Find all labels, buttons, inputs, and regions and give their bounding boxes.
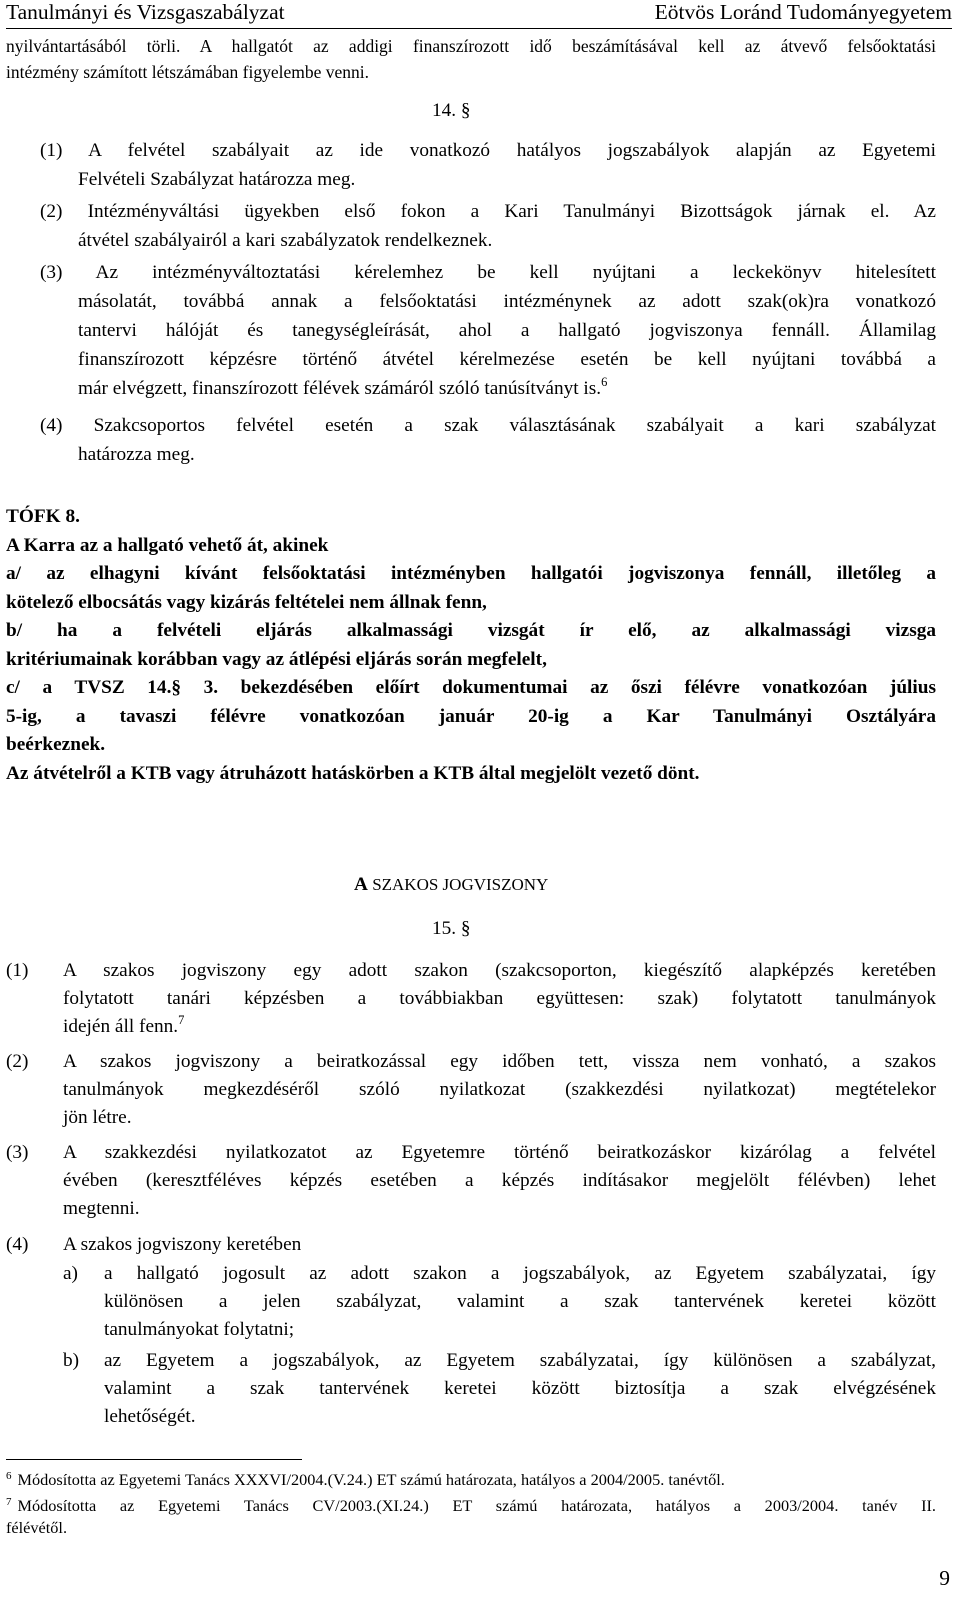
page-number: 9 <box>939 1566 950 1590</box>
chapter-title: A SZAKOS JOGVISZONY <box>354 874 549 895</box>
paragraph-line: finanszírozott képzésre történő átvétel kérelmezése esetén be kell nyújtani továbbá a <box>78 349 936 370</box>
paragraph-line: átvétel szabályairól a kari szabályzatok rendelkeznek. <box>78 230 493 251</box>
paragraph-line: (4) Szakcsoportos felvétel esetén a szak választásának szabályait a kari szabályzat <box>40 415 936 436</box>
paragraph-line: határozza meg. <box>78 444 195 465</box>
sub-item-letter: a) <box>63 1263 78 1284</box>
paragraph-line: már elvégzett, finanszírozott félévek számáról szóló tanúsítványt is.$^6$ <box>78 375 608 399</box>
sub-item-line: az Egyetem a jogszabályok, az Egyetem szabályzatai, így különösen a szabályzat, <box>104 1350 936 1371</box>
item-number: (3) <box>6 1142 29 1163</box>
tofk-line: a/ az elhagyni kívánt felsőoktatási intézményben hallgatói jogviszonya fennáll, illetőleg a <box>6 563 936 584</box>
sub-item-line: valamint a szak tantervének keretei között biztosítja a szak elvégzésének <box>104 1378 936 1399</box>
tofk-line: beérkeznek. <box>6 734 106 755</box>
item-number: (1) <box>6 960 29 981</box>
item-line: A szakos jogviszony keretében <box>63 1234 302 1255</box>
footnote-separator <box>6 1459 302 1460</box>
paragraph-line: másolatát, továbbá annak a felsőoktatási intézménynek az adott szak(ok)ra vonatkozó <box>78 291 936 312</box>
footnote-line: félévétől. <box>6 1518 68 1537</box>
item-line: jön létre. <box>63 1107 132 1128</box>
item-line: folytatott tanári képzésben a továbbiakban együttesen: szak) folytatott tanulmányok <box>63 988 936 1009</box>
tofk-line: b/ ha a felvételi eljárás alkalmassági vizsgát ír elő, az alkalmassági vizsga <box>6 620 936 641</box>
intro-line: nyilvántartásából törli. A hallgatót az addigi finanszírozott idő beszámításával kell az átvevő felsőoktatási <box>6 36 936 56</box>
footnote-ref[interactable]: 6 <box>601 375 608 389</box>
header-left: Tanulmányi és Vizsgaszabályzat <box>6 0 285 24</box>
tofk-line: c/ a TVSZ 14.§ 3. bekezdésében előírt dokumentumai az őszi félévre vonatkozóan július <box>6 677 936 698</box>
paragraph-line: tantervi hálóját és tanegységleírását, ahol a hallgató jogviszonya fennáll. Államilag <box>78 320 936 341</box>
item-number: (4) <box>6 1234 29 1255</box>
footnote-ref[interactable]: 7 <box>178 1013 185 1027</box>
item-line: tanulmányok megkezdéséről szóló nyilatkozat (szakkezdési nyilatkozat) megtételekor <box>63 1079 936 1100</box>
paragraph-line: Felvételi Szabályzat határozza meg. <box>78 169 356 190</box>
tofk-heading: TÓFK 8. <box>6 506 80 527</box>
intro-line: intézmény számított létszámában figyelembe venni. <box>6 62 369 82</box>
footnote: $^6$ Módosította az Egyetemi Tanács XXXVI/2004.(V.24.) ET számú határozata, hatályos a 2004/2005. tanévtől. <box>6 1470 725 1489</box>
running-header <box>6 0 952 29</box>
paragraph-line: (2) Intézményváltási ügyekben első fokon a Kari Tanulmányi Bizottságok járnak el. Az <box>40 201 936 222</box>
sub-item-letter: b) <box>63 1350 80 1371</box>
item-line: megtenni. <box>63 1198 140 1219</box>
sub-item-line: különösen a jelen szabályzat, valamint a szak tantervének keretei között <box>104 1291 936 1312</box>
item-line: A szakos jogviszony egy adott szakon (szakcsoporton, kiegészítő alapképzés keretében <box>63 960 936 981</box>
item-number: (2) <box>6 1051 29 1072</box>
paragraph-line: (1) A felvétel szabályait az ide vonatkozó hatályos jogszabályok alapján az Egyetemi <box>40 140 936 161</box>
item-line: évében (keresztféléves képzés esetében a képzés indításakor megjelölt félévben) lehet <box>63 1170 936 1191</box>
section-heading: 14. § <box>432 100 471 121</box>
tofk-line: A Karra az a hallgató vehető át, akinek <box>6 535 329 556</box>
item-line: A szakkezdési nyilatkozatot az Egyetemre történő beiratkozáskor kizárólag a felvétel <box>63 1142 936 1163</box>
sub-item-line: tanulmányokat folytatni; <box>104 1319 295 1340</box>
item-line: A szakos jogviszony a beiratkozással egy időben tett, vissza nem vonható, a szakos <box>63 1051 936 1072</box>
tofk-line: Az átvételről a KTB vagy átruházott hatáskörben a KTB által megjelölt vezető dönt. <box>6 763 700 784</box>
footnote: $^7$ Módosította az Egyetemi Tanács CV/2003.(XI.24.) ET számú határozata, hatályos a 2003/2004. tanév II. <box>6 1496 936 1515</box>
tofk-line: 5-ig, a tavaszi félévre vonatkozóan január 20-ig a Kar Tanulmányi Osztályára <box>6 706 936 727</box>
paragraph-line: (3) Az intézményváltoztatási kérelemhez be kell nyújtani a leckekönyv hitelesített <box>40 262 936 283</box>
tofk-line: kötelező elbocsátás vagy kizárás feltételei nem állnak fenn, <box>6 592 487 613</box>
section-heading: 15. § <box>432 918 471 939</box>
sub-item-line: lehetőségét. <box>104 1406 196 1427</box>
tofk-line: kritériumainak korábban vagy az átlépési eljárás során megfelelt, <box>6 649 547 670</box>
item-line: idején áll fenn.$^7$ <box>63 1013 185 1037</box>
header-right: Eötvös Loránd Tudományegyetem <box>654 0 952 24</box>
sub-item-line: a hallgató jogosult az adott szakon a jogszabályok, az Egyetem szabályzatai, így <box>104 1263 936 1284</box>
